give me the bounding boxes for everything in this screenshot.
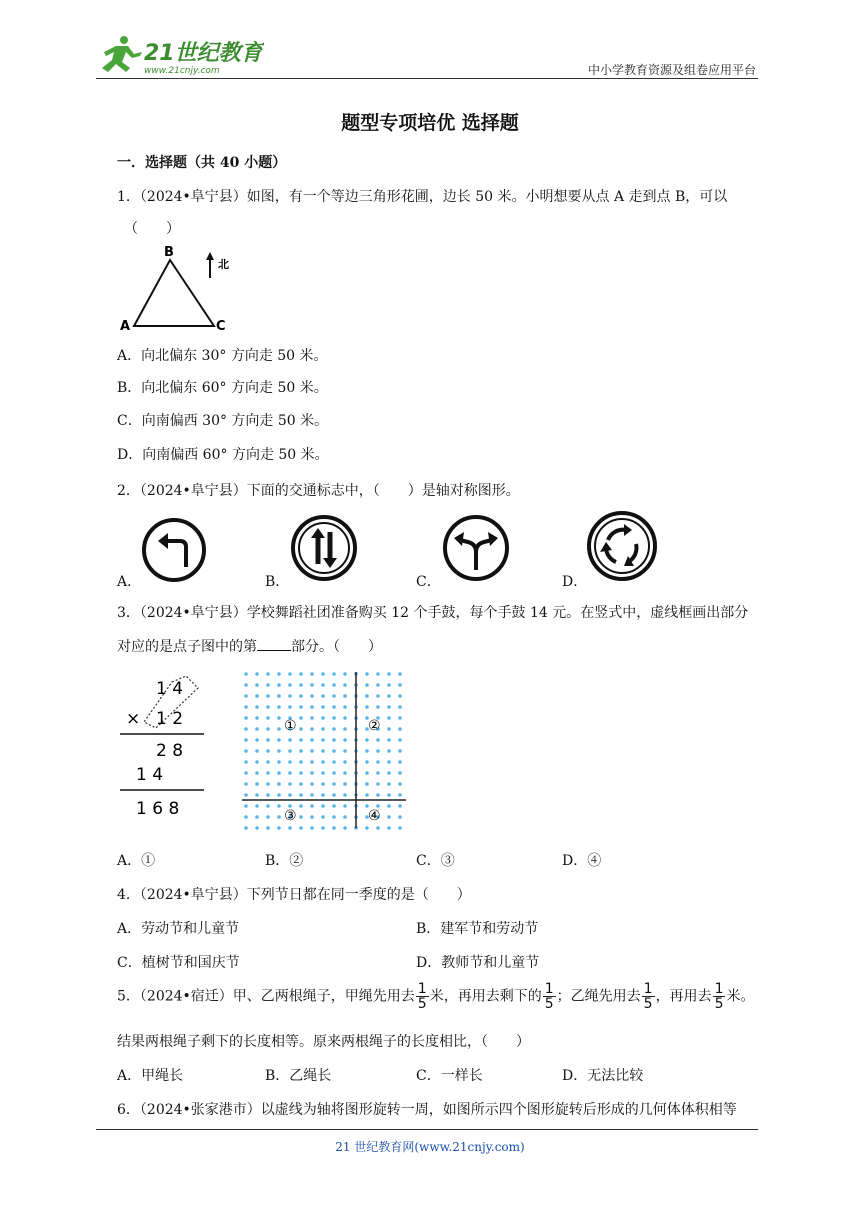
grid-dot [266, 749, 270, 753]
fraction-one-fifth: $\frac{1}{5}$ [714, 981, 724, 1012]
grid-dot [376, 683, 380, 687]
footer-text: 21 世纪教育网(www.21cnjy.com) [335, 1140, 525, 1154]
grid-dot [266, 694, 270, 698]
grid-dot [398, 683, 402, 687]
grid-dot [310, 749, 314, 753]
q5-option-c[interactable]: C．一样长 [416, 1068, 483, 1084]
grid-dot [299, 749, 303, 753]
grid-dot [299, 727, 303, 731]
grid-dot [277, 749, 281, 753]
platform-name: 中小学教育资源及组卷应用平台 [587, 63, 756, 77]
grid-dot [299, 672, 303, 676]
grid-dot [277, 672, 281, 676]
grid-dot [277, 738, 281, 742]
grid-dot [288, 749, 292, 753]
grid-dot [321, 793, 325, 797]
grid-dot [398, 672, 402, 676]
grid-dot [310, 705, 314, 709]
logo-text: 21世纪教育 [144, 41, 263, 66]
grid-dot [255, 782, 259, 786]
grid-dot [277, 771, 281, 775]
grid-dot [343, 683, 347, 687]
grid-dot [299, 738, 303, 742]
q4-option-b[interactable]: B．建军节和劳动节 [416, 921, 539, 937]
grid-dot [310, 760, 314, 764]
calc-partial-1: 2 8 [156, 741, 184, 761]
point-c-label: C [216, 319, 226, 334]
grid-dot [321, 826, 325, 830]
q2-text: 2．（2024•阜宁县）下面的交通标志中，（ ）是轴对称图形。 [117, 483, 520, 499]
grid-dot [244, 727, 248, 731]
grid-dot [387, 815, 391, 819]
grid-dot [277, 683, 281, 687]
grid-dot [277, 826, 281, 830]
grid-dot [387, 716, 391, 720]
grid-dot [321, 815, 325, 819]
grid-dot [376, 705, 380, 709]
grid-dot [266, 683, 270, 687]
grid-dot [244, 738, 248, 742]
q1-option-a[interactable]: A．向北偏东 30° 方向走 50 米。 [117, 348, 328, 364]
grid-dot [387, 826, 391, 830]
grid-dot [398, 804, 402, 808]
grid-dot [387, 738, 391, 742]
grid-dot [398, 815, 402, 819]
q4-option-d[interactable]: D．教师节和儿童节 [416, 955, 540, 971]
q4-option-c[interactable]: C．植树节和国庆节 [117, 955, 240, 971]
grid-dot [244, 716, 248, 720]
q5-text-line2: 结果两根绳子剩下的长度相等。原来两根绳子的长度相比，（ ） [117, 1034, 530, 1050]
grid-dot [321, 804, 325, 808]
grid-dot [310, 683, 314, 687]
grid-dot [277, 793, 281, 797]
left-turn-arrow-icon [140, 517, 208, 587]
grid-dot [321, 683, 325, 687]
grid-dot [332, 804, 336, 808]
grid-dot [299, 782, 303, 786]
grid-dot [343, 672, 347, 676]
fraction-one-fifth: $\frac{1}{5}$ [643, 981, 653, 1012]
grid-dot [255, 760, 259, 764]
grid-dot [266, 826, 270, 830]
grid-dot [398, 694, 402, 698]
q3-text-part2: 部分。（ ） [291, 639, 382, 655]
grid-dot [266, 771, 270, 775]
grid-dot [398, 716, 402, 720]
grid-dot [255, 804, 259, 808]
region-3-label: ③ [284, 808, 297, 824]
q1-option-b[interactable]: B．向北偏东 60° 方向走 50 米。 [117, 380, 328, 396]
grid-dot [310, 804, 314, 808]
grid-dot [398, 782, 402, 786]
grid-dot [244, 782, 248, 786]
region-2-label: ② [368, 718, 381, 734]
grid-dot [332, 815, 336, 819]
grid-dot [277, 760, 281, 764]
grid-dot [288, 782, 292, 786]
grid-dot [255, 672, 259, 676]
left-right-turn-icon [442, 514, 510, 586]
grid-dot [387, 694, 391, 698]
section-heading: 一．选择题（共 40 小题） [117, 155, 287, 171]
q2-option-d[interactable]: D． [562, 574, 588, 590]
grid-dot [288, 738, 292, 742]
grid-dot [310, 694, 314, 698]
q4-option-a[interactable]: A．劳动节和儿童节 [117, 921, 240, 937]
grid-dot [365, 749, 369, 753]
grid-dot [299, 826, 303, 830]
grid-dot [277, 815, 281, 819]
grid-dot [288, 705, 292, 709]
grid-dot [244, 705, 248, 709]
grid-dot [376, 782, 380, 786]
grid-dot [365, 793, 369, 797]
grid-dot [244, 683, 248, 687]
grid-dot [277, 782, 281, 786]
grid-dot [387, 804, 391, 808]
calc-operator: × [126, 709, 141, 729]
grid-dot [387, 727, 391, 731]
grid-dot [398, 771, 402, 775]
grid-dot [365, 738, 369, 742]
grid-dot [332, 727, 336, 731]
grid-dot [244, 826, 248, 830]
q2-option-c[interactable]: C． [416, 574, 441, 590]
grid-dot [365, 705, 369, 709]
grid-dot [376, 694, 380, 698]
grid-dot [266, 793, 270, 797]
grid-dot [332, 738, 336, 742]
grid-dot [343, 749, 347, 753]
grid-dot [288, 771, 292, 775]
grid-dot [332, 749, 336, 753]
grid-dot [376, 672, 380, 676]
grid-dot [310, 727, 314, 731]
grid-dot [398, 749, 402, 753]
grid-dot [310, 793, 314, 797]
grid-dot [299, 760, 303, 764]
grid-dot [376, 749, 380, 753]
grid-dot [365, 826, 369, 830]
grid-dot [266, 782, 270, 786]
q1-option-c[interactable]: C．向南偏西 30° 方向走 50 米。 [117, 413, 329, 429]
grid-dot [365, 771, 369, 775]
page-title: 题型专项培优 选择题 [341, 112, 519, 134]
grid-dot [343, 771, 347, 775]
grid-dot [321, 738, 325, 742]
grid-dot [255, 771, 259, 775]
grid-dot [376, 738, 380, 742]
grid-dot [332, 716, 336, 720]
grid-dot [321, 760, 325, 764]
runner-icon [102, 36, 142, 72]
grid-dot [343, 705, 347, 709]
grid-dot [244, 749, 248, 753]
grid-dot [288, 672, 292, 676]
grid-dot [332, 782, 336, 786]
grid-dot [365, 760, 369, 764]
grid-dot [310, 672, 314, 676]
grid-dot [332, 672, 336, 676]
grid-dot [310, 716, 314, 720]
q5-option-b[interactable]: B．乙绳长 [265, 1068, 332, 1084]
grid-dot [299, 683, 303, 687]
grid-dot [387, 683, 391, 687]
calc-result: 1 6 8 [136, 799, 180, 819]
q3-answer-blank [257, 638, 291, 651]
grid-dot [244, 760, 248, 764]
grid-dot [387, 782, 391, 786]
grid-dot [266, 804, 270, 808]
grid-dot [299, 694, 303, 698]
grid-dot [277, 804, 281, 808]
grid-dot [244, 694, 248, 698]
fraction-one-fifth: $\frac{1}{5}$ [544, 981, 554, 1012]
calc-bottom: 1 2 [156, 709, 184, 729]
grid-dot [343, 694, 347, 698]
grid-dot [310, 782, 314, 786]
grid-dot [266, 815, 270, 819]
grid-dot [277, 694, 281, 698]
grid-dot [365, 683, 369, 687]
grid-dot [343, 793, 347, 797]
grid-dot [376, 760, 380, 764]
grid-dot [365, 694, 369, 698]
q3-text-line2 [117, 636, 382, 656]
grid-dot [387, 760, 391, 764]
grid-dot [266, 672, 270, 676]
grid-dot [299, 705, 303, 709]
q1-option-d[interactable]: D．向南偏西 60° 方向走 50 米。 [117, 447, 329, 463]
grid-dot [310, 815, 314, 819]
two-way-traffic-icon [290, 514, 358, 586]
q1-paren: （ ） [124, 221, 180, 237]
q3-option-c[interactable]: C．③ [416, 853, 455, 869]
grid-dot [255, 815, 259, 819]
grid-dot [398, 760, 402, 764]
grid-dot [288, 683, 292, 687]
grid-dot [321, 672, 325, 676]
grid-dot [244, 672, 248, 676]
q5-part4: ，再用去 [655, 988, 712, 1005]
grid-dot [288, 694, 292, 698]
grid-dot [332, 694, 336, 698]
logo-url: www.21cnjy.com [144, 66, 220, 76]
roundabout-icon [586, 510, 658, 586]
q2-option-b[interactable]: B． [265, 574, 290, 590]
grid-dot [310, 738, 314, 742]
q5-part5: 米。 [726, 988, 755, 1005]
grid-dot [343, 815, 347, 819]
grid-dot [299, 793, 303, 797]
grid-dot [343, 826, 347, 830]
grid-dot [244, 815, 248, 819]
triangle-shape [134, 260, 214, 326]
grid-dot [255, 683, 259, 687]
grid-dot [266, 705, 270, 709]
q3-text-part1: 对应的是点子图中的第 [117, 639, 257, 655]
grid-dot [321, 705, 325, 709]
site-logo [94, 34, 264, 78]
grid-dot [343, 804, 347, 808]
grid-dot [398, 738, 402, 742]
grid-dot [387, 672, 391, 676]
north-label: 北 [218, 258, 229, 271]
grid-dot [266, 738, 270, 742]
grid-dot [255, 727, 259, 731]
grid-dot [277, 716, 281, 720]
grid-dot [255, 694, 259, 698]
grid-dot [255, 716, 259, 720]
grid-dot [299, 771, 303, 775]
grid-dot [299, 815, 303, 819]
q3-text-line1: 3．（2024•阜宁县）学校舞蹈社团准备购买 12 个手鼓，每个手鼓 14 元。在竖式中，虚线框画出部分 [117, 605, 749, 621]
region-4-label: ④ [368, 808, 381, 824]
fraction-one-fifth: $\frac{1}{5}$ [417, 981, 427, 1012]
q5-part3: ；乙绳先用去 [556, 988, 641, 1005]
grid-dot [277, 727, 281, 731]
q5-text-line1 [117, 982, 754, 1011]
grid-dot [299, 716, 303, 720]
grid-dot [255, 793, 259, 797]
grid-dot [332, 771, 336, 775]
grid-dot [244, 793, 248, 797]
north-arrow-icon [206, 252, 214, 278]
grid-dot [398, 705, 402, 709]
grid-dot [376, 793, 380, 797]
grid-dot [321, 716, 325, 720]
grid-dot [255, 738, 259, 742]
grid-dot [387, 705, 391, 709]
grid-dot [266, 716, 270, 720]
grid-dot [332, 760, 336, 764]
grid-dot [266, 727, 270, 731]
grid-dot [343, 738, 347, 742]
grid-dot [310, 771, 314, 775]
region-1-label: ① [284, 718, 297, 734]
grid-dot [365, 782, 369, 786]
grid-dot [321, 694, 325, 698]
grid-dot [332, 826, 336, 830]
q5-option-a[interactable]: A．甲绳长 [117, 1068, 184, 1084]
grid-dot [266, 760, 270, 764]
grid-dot [332, 705, 336, 709]
footer-divider [96, 1129, 758, 1130]
grid-dot [398, 793, 402, 797]
grid-dot [255, 749, 259, 753]
grid-dot [343, 727, 347, 731]
q1-text: 1．（2024•阜宁县）如图，有一个等边三角形花圃，边长 50 米。小明想要从点 A 走到点 B，可以 [117, 189, 728, 205]
grid-dot [255, 705, 259, 709]
grid-dot [387, 771, 391, 775]
dot-diagram [240, 668, 408, 836]
grid-dot [244, 804, 248, 808]
q5-part2: 米，再用去剩下的 [429, 988, 542, 1005]
grid-dot [321, 771, 325, 775]
q3-option-d[interactable]: D．④ [562, 853, 602, 869]
grid-dot [365, 672, 369, 676]
q1-triangle-figure [118, 244, 248, 338]
grid-dot [321, 727, 325, 731]
grid-dot [398, 826, 402, 830]
calc-partial-2: 1 4 [136, 765, 164, 785]
calc-top: 1 4 [156, 679, 184, 699]
grid-dot [310, 826, 314, 830]
grid-dot [387, 793, 391, 797]
q6-text: 6．（2024•张家港市）以虚线为轴将图形旋转一周，如图所示四个图形旋转后形成的几何体体积相等 [117, 1102, 737, 1118]
grid-dot [299, 804, 303, 808]
q5-part1: 5．（2024•宿迁）甲、乙两根绳子，甲绳先用去 [117, 988, 415, 1005]
grid-dot [255, 826, 259, 830]
vertical-multiplication-figure [116, 672, 216, 834]
grid-dot [398, 727, 402, 731]
q3-option-a[interactable]: A．① [117, 853, 156, 869]
grid-dot [288, 760, 292, 764]
grid-dot [321, 782, 325, 786]
grid-dot [387, 749, 391, 753]
grid-dot [288, 793, 292, 797]
q3-option-b[interactable]: B．② [265, 853, 304, 869]
grid-dot [288, 826, 292, 830]
grid-dot [332, 793, 336, 797]
grid-dot [277, 705, 281, 709]
point-b-label: B [164, 245, 174, 260]
q4-text: 4．（2024•阜宁县）下列节日都在同一季度的是（ ） [117, 887, 471, 903]
grid-dot [343, 760, 347, 764]
grid-dot [343, 716, 347, 720]
header-divider [96, 78, 758, 79]
grid-dot [376, 771, 380, 775]
q2-option-a[interactable]: A． [117, 574, 142, 590]
grid-dot [332, 683, 336, 687]
grid-dot [376, 826, 380, 830]
grid-dot [343, 782, 347, 786]
grid-dot [244, 771, 248, 775]
q5-option-d[interactable]: D．无法比较 [562, 1068, 644, 1084]
point-a-label: A [120, 319, 131, 334]
grid-dot [321, 749, 325, 753]
